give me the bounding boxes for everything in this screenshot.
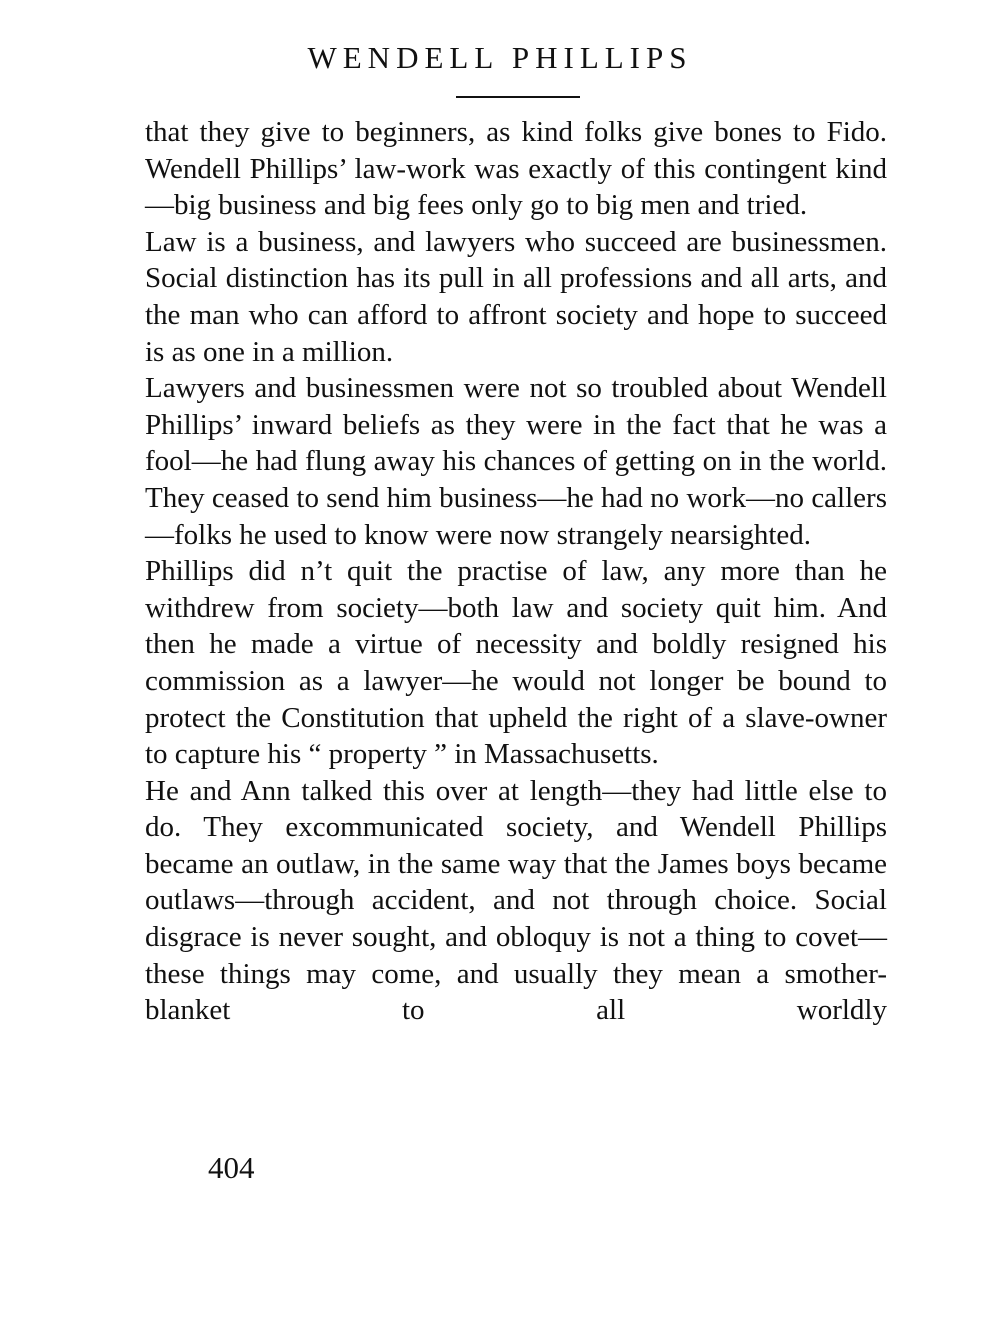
header-rule bbox=[456, 96, 580, 98]
body-text bbox=[145, 114, 887, 1029]
paragraph-1: that they give to beginners, as kind folks give bones to Fido. Wendell Phillips’ law-work was exactly of this contingent kind—big business and big fees only go to big men and tried. bbox=[145, 116, 887, 222]
running-head: WENDELL PHILLIPS bbox=[307, 40, 693, 75]
paragraph-5: He and Ann talked this over at length—they had little else to do. They excommunicated society, and Wendell Phillips became an outlaw, in the same way that the James boys became outlaws—through accident, and not through choice. Social disgrace is never sought, and obloquy is not a thing to covet—these things may come, and usually they mean a smother-blanket to all worldly bbox=[145, 774, 887, 1027]
paragraph-4: Phillips did n’t quit the practise of law, any more than he withdrew from society—both law and society quit him. And then he made a virtue of necessity and boldly resigned his commission as a lawyer—he would not longer be bound to protect the Constitution that upheld the right of a slave-owner to capture his “ property ” in Massachusetts. bbox=[145, 555, 887, 771]
paragraph-3: Lawyers and businessmen were not so troubled about Wendell Phillips’ inward beliefs as they were in the fact that he was a fool—he had flung away his chances of getting on in the world. They ceased to send him business—he had no work—no callers—folks he used to know were now strangely nearsighted. bbox=[145, 372, 887, 551]
page-number: 404 bbox=[208, 1150, 255, 1185]
paragraph-2: Law is a business, and lawyers who succeed are businessmen. Social distinction has its pull in all professions and all arts, and the man who can afford to affront society and hope to succeed is as one in a million. bbox=[145, 225, 887, 368]
